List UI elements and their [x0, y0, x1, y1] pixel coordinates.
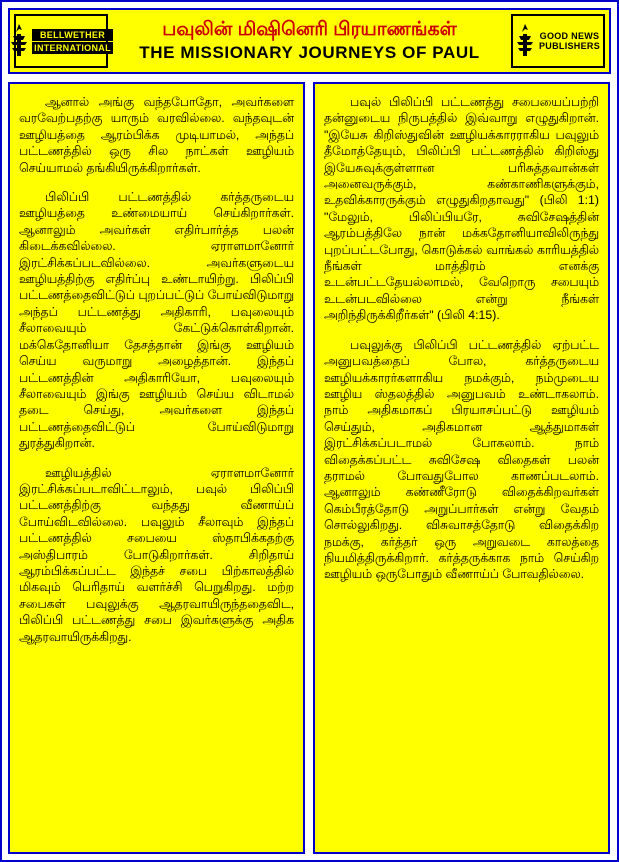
bellwether-international-logo	[14, 14, 111, 68]
right-column	[313, 82, 610, 854]
paragraph: ஆனால் அங்கு வந்தபோதோ, அவர்களை வரவேற்பதற்கு யாரும் வரவில்லை. வந்தவுடன் ஊழியத்தை ஆரம்பிக்க முடியாமல், அந்தப் பட்டணத்தில் ஒரு சில நாட்கள் ஊழியம் செய்யாமல் தங்கியிருக்கிறார்கள்.	[19, 95, 294, 175]
good-news-publishers-logo	[511, 14, 605, 68]
document-body	[8, 82, 611, 854]
left-column	[8, 82, 305, 854]
paragraph: பவுலுக்கு பிலிப்பி பட்டணத்தில் ஏற்பட்ட அனுபவத்தைப் போல, கர்த்தருடைய ஊழியக்காரர்களாகிய நமக்கும், நம்முடைய ஊழிய ஸ்தலத்தில் அனுபவம் உண்டாகலாம். நாம் அதிகமாகப் பிரயாசப்பட்டு ஊழியம் செய்தும், அதிகமான ஆத்துமாகள் இரட்சிக்கப்படாமல் போகலாம். நாம் விதைக்கப்பட்ட சுவிசேஷ விதைகள் பலன் தராமல் போவதுபோல காணப்படலாம். ஆனாலும் கண்ணீரோடு விதைக்கிறவர்கள் கெம்பீரத்தோடு அறுப்பார்கள் என்று வேதம் சொல்லுகிறது. விசுவாசத்தோடு விதைக்கிற நமக்கு, கர்த்தர் ஒரு அறுவடை காலத்தை நியமித்திருக்கிறார். கர்த்தருக்காக நாம் செய்கிற ஊழியம் ஒருபோதும் வீணாய்ப் போவதில்லை.	[324, 337, 599, 582]
right-logo-line1: GOOD NEWS	[539, 31, 600, 41]
paragraph: பவுல் பிலிப்பி பட்டணத்து சபையைப்பற்றி தன்னுடைய நிருபத்தில் இவ்வாறு எழுதுகிறான். "இயேசு கிறிஸ்துவின் ஊழியக்காரராகிய பவுலும் தீமோத்தேயும், பிலிப்பி பட்டணத்தில் கிறிஸ்து இயேசுவுக்குள்ளான பரிசுத்தவான்கள் அனைவருக்கும், கண்காணிகளுக்கும், உதவிக்காரருக்கும் எழுதுகிறதாவது" (பிலி 1:1) "மேலும், பிலிப்பியரே, சுவிசேஷத்தின் ஆரம்பத்திலே நான் மக்கதோனியாவிலிருந்து புறப்பட்டபோது, கொடுக்கல் வாங்கல் காரியத்தில் நீங்கள் மாத்திரம் எனக்கு உடன்பட்டதேயல்லாமல், வேறொரு சபையும் உடன்படவில்லை என்று நீங்கள் அறிந்திருக்கிறீர்கள்" (பிலி 4:15).	[324, 95, 599, 323]
right-logo-line2: PUBLISHERS	[539, 41, 601, 51]
paragraph: ஊழியத்தில் ஏராளமானோர் இரட்சிக்கப்படாவிட்டாலும், பவுல் பிலிப்பி பட்டணத்திற்கு வந்தது வீணாய்ப் போய்விடவில்லை. பவுலும் சீலாவும் இந்தப் பட்டணத்தில் சபையை ஸ்தாபிக்கதற்கு அஸ்திபாரம் போடுகிறார்கள். சிறிதாய் ஆரம்பிக்கப்பட்ட இந்தச் சபை பிற்காலத்தில் மிகவும் பெரிதாய் வளர்ச்சி பெறுகிறது. மற்ற சபைகள் பவுலுக்கு ஆதரவாயிருந்ததைவிட, பிலிப்பி பட்டணத்து சபை இவர்களுக்கு அதிக ஆதரவாயிருக்கிறது.	[19, 465, 294, 644]
left-logo-text	[32, 28, 113, 55]
left-logo-row	[18, 24, 111, 58]
title-english: THE MISSIONARY JOURNEYS OF PAUL	[139, 43, 480, 62]
left-logo-line1: BELLWETHER	[32, 29, 113, 41]
document-header	[8, 8, 611, 74]
right-logo-text	[538, 31, 601, 51]
paragraph: பிலிப்பி பட்டணத்தில் கர்த்தருடைய ஊழியத்தை உண்மையாய் செய்கிறார்கள். ஆனாலும் அவர்கள் எதிர்பார்த்த பலன் கிடைக்கவில்லை. ஏராளமானோர் இரட்சிக்கப்படவில்லை. அவர்களுடைய ஊழியத்திற்கு எதிர்ப்பு உண்டாயிற்று. பிலிப்பி பட்டணத்தைவிட்டுப் புறப்பட்டுப் போய்விடுமாறு அந்தப் பட்டணத்து அதிகாரி, பவுலையும் சீலாவையும் கேட்டுக்கொள்கிறான். மக்கெதோனியா தேசத்தான் இங்கு ஊழியம் செய்ய வருமாறு அழைத்தான். இந்தப் பட்டணத்தின் அதிகாரியோ, பவுலையும் சீலாவையும் இங்கு ஊழியம் செய்ய விடாமல் தடை செய்து, அவர்களை இந்தப் பட்டணத்தைவிட்டுப் போய்விடுமாறு துரத்துகிறான்.	[19, 190, 294, 451]
right-logo-row	[515, 24, 601, 58]
torch-emblem-icon	[515, 24, 535, 58]
torch-emblem-icon	[9, 24, 29, 58]
title-tamil: பவுலின் மிஷினெரி பிரயாணங்கள்	[162, 19, 457, 40]
page-title	[112, 10, 507, 72]
left-logo-line2: INTERNATIONAL	[34, 42, 111, 53]
